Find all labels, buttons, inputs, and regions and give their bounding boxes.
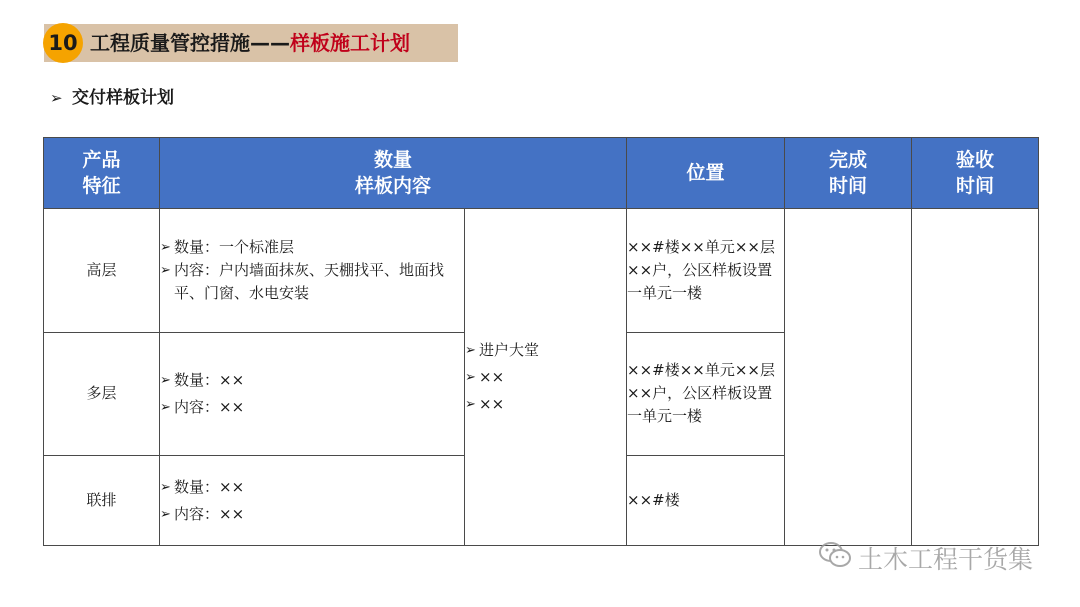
content-cell: ➢ 数量：×× ➢ 内容：×× xyxy=(160,456,465,546)
content-cell: ➢ 数量：一个标准层 ➢ 内容：户内墙面抹灰、天棚找平、地面找平、门窗、水电安装 xyxy=(160,209,465,333)
header-location: 位置 xyxy=(627,138,785,209)
content-cell: ➢ 数量：×× ➢ 内容：×× xyxy=(160,332,465,456)
location-cell: ××#楼××单元××层××户，公区样板设置一单元一楼 xyxy=(627,209,785,333)
header-complete-time: 完成 时间 xyxy=(785,138,912,209)
category-cell: 联排 xyxy=(44,456,160,546)
page-title xyxy=(90,28,410,58)
wechat-icon xyxy=(818,541,852,581)
arrow-bullet-icon: ➢ xyxy=(160,479,171,495)
arrow-bullet-icon: ➢ xyxy=(160,372,171,388)
header-product: 产品 特征 xyxy=(44,138,160,209)
title-highlight: 样板施工计划 xyxy=(290,31,410,55)
table-row xyxy=(44,209,1039,333)
title-main: 工程质量管控措施—— xyxy=(90,31,290,55)
category-cell: 高层 xyxy=(44,209,160,333)
section-subheading xyxy=(50,85,174,111)
arrow-bullet-icon: ➢ xyxy=(465,369,476,385)
common-content-cell: ➢ 进户大堂 ➢ ×× ➢ ×× xyxy=(465,209,627,546)
location-cell: ××#楼 xyxy=(627,456,785,546)
sample-plan-table xyxy=(43,137,1039,546)
header-content: 数量 样板内容 xyxy=(160,138,627,209)
location-cell: ××#楼××单元××层××户，公区样板设置一单元一楼 xyxy=(627,332,785,456)
arrow-bullet-icon: ➢ xyxy=(465,396,476,412)
accept-time-cell xyxy=(912,209,1039,546)
section-number-badge: 10 xyxy=(43,23,83,63)
arrow-bullet-icon: ➢ xyxy=(465,342,476,358)
arrow-bullet-icon: ➢ xyxy=(160,239,171,255)
watermark-text: 土木工程干货集 xyxy=(858,545,1034,574)
arrow-bullet-icon: ➢ xyxy=(160,399,171,415)
arrow-bullet-icon: ➢ xyxy=(160,506,171,522)
watermark xyxy=(818,540,1033,580)
arrow-bullet-icon: ➢ xyxy=(50,89,63,107)
category-cell: 多层 xyxy=(44,332,160,456)
complete-time-cell xyxy=(785,209,912,546)
arrow-bullet-icon: ➢ xyxy=(160,262,171,278)
header-accept-time: 验收 时间 xyxy=(912,138,1039,209)
subheading-text: 交付样板计划 xyxy=(72,88,174,108)
table-header-row xyxy=(44,138,1039,209)
